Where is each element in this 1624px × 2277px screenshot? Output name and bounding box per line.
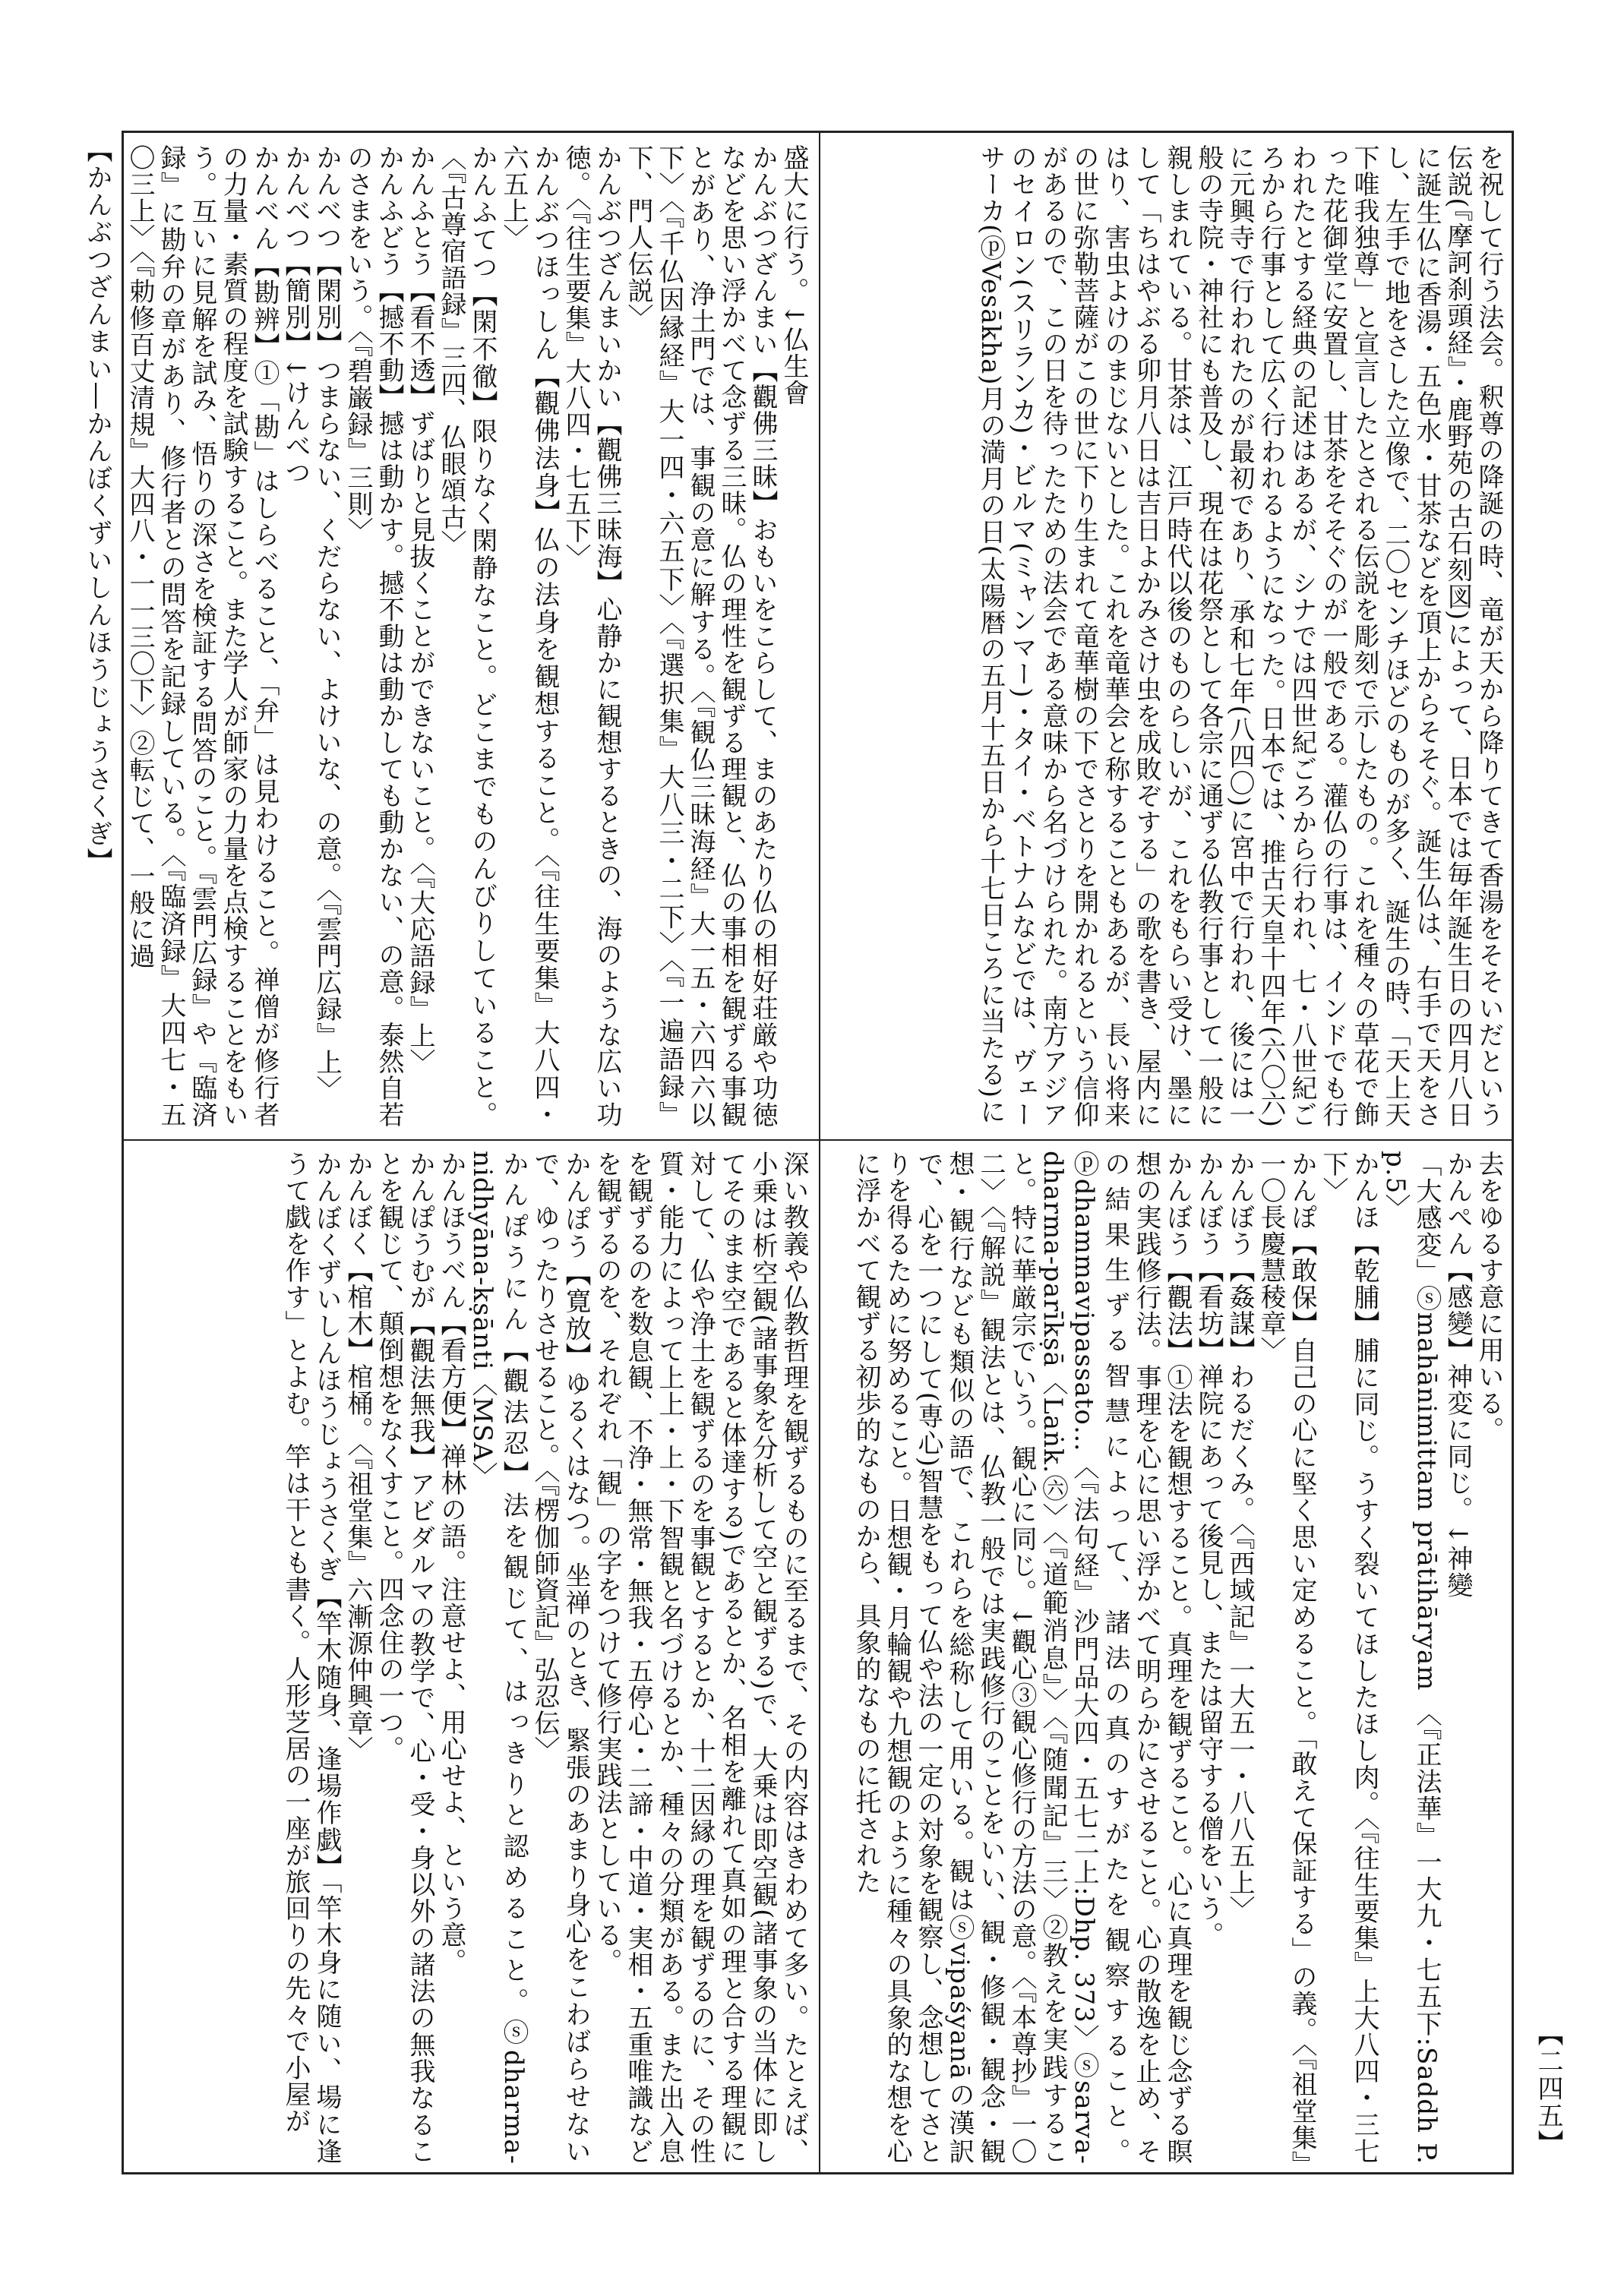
- entry: かんふどう【撼不動】撼は動かす。撼不動は動かしても動かない、の意。泰然自若のさまをいう。〈『碧巌録』三則〉: [343, 144, 404, 1128]
- frame-right-rule: [1512, 131, 1514, 2174]
- entry: かんぶつざんまい【觀佛三昧】おもいをこらして、まのあたり仏の相好荘厳や功徳などを思い浮かべて念ずる三昧。仏の理性を観ずる理観と、仏の事相を観ずる事観とがあり、浄土門では、事観の意に解する。〈『観仏三昧海経』大一五・六四六以下〉〈『千仏因縁経』大一四・六五下〉〈『選択集』大八三・二下〉〈『一遍語録』下、門人伝説〉: [623, 144, 778, 1128]
- text-block-top-left: [125, 144, 809, 1129]
- text-block-bottom-right: [828, 1151, 1504, 2165]
- tier-divider: [122, 1139, 1512, 1141]
- entry: かんほ【乾脯】脯に同じ。うすく裂いてほしたほし肉。〈『往生要集』上大八四・三七下〉: [1318, 1151, 1379, 2165]
- text-block-top-right: [828, 144, 1504, 1128]
- entry: かんべん【勘辨】①「勘」はしらべること、「弁」は見わけること。禅僧が修行者の力量・素質の程度を試験すること。また学人が師家の力量を点検することをもいう。互いに見解を試み、悟りの深さを検証する問答のこと。『雲門広録』や『臨済録』に勘弁の章があり、修行者との問答を記録している。〈『臨済録』大四七・五〇三上〉〈『勅修百丈清規』大四八・一一三〇下〉②転じて、一般に過: [125, 144, 280, 1129]
- entry: かんぼう【姦謀】わるだくみ。〈『西域記』一大五一・八八五上〉: [1224, 1151, 1255, 1922]
- frame-top-rule: [122, 131, 1512, 133]
- entry: かんふてつ【閑不徹】限りなく閑静なこと。どこまでものんびりしていること。〈『古尊宿語録』三四、仏眼頌古〉: [436, 144, 498, 1128]
- entry: かんぽうにん【觀法忍】法を観じて、はっきりと認めること。ⓢdharma-nidhyāna-kṣānti〈MSA〉: [467, 1151, 529, 2165]
- paragraph: 盛大に行う。↓仏生會: [779, 144, 809, 406]
- entry: かんぶつほっしん【觀佛法身】仏の法身を観想すること。〈『往生要集』大八四・六五上〉: [498, 144, 560, 1128]
- entry: かんぼくずいしんほうじょうさくぎ【竿木随身、逢場作戯】「竿木身に随い、場に逢うて戯を作す」とよむ。竿は干とも書く。人形芝居の一座が旅回りの先々で小屋が: [280, 1151, 342, 2165]
- entry: かんべつ【簡別】↓けんべつ: [280, 144, 311, 486]
- running-header: 【かんぶつざんまい―かんぼくずいしんほうじょうさくぎ】: [82, 137, 112, 875]
- entry: かんほうべん【看方便】禅林の語。注意せよ、用心せよ、という意。: [436, 1151, 466, 1975]
- paragraph: 深い教義や仏教哲理を観ずるものに至るまで、その内容はきわめて多い。たとえば、小乗は析空観(諸事象を分析して空と観ずる)で、大乗は即空観(諸事象の当体に即してそのまま空であると体達する)であるとか、名相を離れて真如の理と合する理観に対して、仏や浄土を観ずるのを事観とするとか、十二因縁の理を観ずるのに、その性質・能力によって上上・上・下智観と名づけるとか、種々の分類がある。また出入息を観ずるのを数息観、不浄・無常・無我・五停心・二諦・中道・実相・五重唯識などを観ずるのを、それぞれ「観」の字をつけて修行実践法としている。: [592, 1151, 809, 2165]
- entry: かんぽうむが【觀法無我】アビダルマの教学で、心・受・身以外の諸法の無我なることを観じて、顛倒想をなくすこと。四念住の一つ。: [374, 1151, 435, 2165]
- column-divider: [819, 131, 820, 2174]
- entry: 「大感変」ⓢmahānimittam prātihāryam 〈『正法華』一大九・七五下:Saddh P. p.5〉: [1380, 1151, 1442, 2165]
- entry: かんぼう【觀法】①法を観想すること。真理を観ずること。心に真理を観じ念ずる瞑想の実践修行法。事理を心に思い浮かべて明らかにさせること。心の散逸を止め、その結果生ずる智慧によって、諸法の真のすがたを観察すること。ⓟdhammavipassato…〈『法句経』沙門品大四・五七二上:Dhp. 373〉ⓢsarva-dharma-parīkṣā〈Laṅk.㊅〉〈『道範消息』〉〈『随聞記』三〉②教えを実践すること。特に華厳宗でいう。観心に同じ。↓觀心③観心修行の方法の意。〈『本尊抄』一〇二〉〈『解説』観法とは、仏教一般では実践修行のことをいい、観・修観・観念・観想・観行なども類似の語で、これらを総称して用いる。観はⓢvipaśyanāの漢訳で、心を一つにして(専心)智慧をもって仏や法の一定の対象を観察し、念想してさとりを得るために努めること。日想観・月輪観や九想観のように種々の具象的な想を心に浮かべて観ずる初歩的なものから、具象的なものに托された: [851, 1151, 1193, 2165]
- page-number: 【二四五】: [1533, 2020, 1563, 2157]
- entry: かんべつ【閑別】つまらない、くだらない、よけいな、の意。〈『雲門広録』上〉: [311, 144, 342, 1102]
- entry: かんぺん【感變】神変に同じ。↓神變: [1442, 1151, 1473, 1599]
- entry: かんぼう【看坊】禅院にあって後見し、または留守する僧をいう。: [1193, 1151, 1224, 1948]
- paragraph: 去をゆるす意に用いる。: [1474, 1151, 1504, 1443]
- entry: かんぽ【敢保】自己の心に堅く思い定めること。「敢えて保証する」の義。〈『祖堂集』一〇長慶慧稜章〉: [1256, 1151, 1317, 2165]
- entry: かんぼく【棺木】棺桶。〈『祖堂集』六漸源仲興章〉: [343, 1151, 373, 1763]
- entry: かんふとう【看不透】ずばりと見抜くことができないこと。〈『大応語録』上〉: [405, 144, 435, 1075]
- frame-bottom-rule: [122, 2172, 1512, 2174]
- entry: かんぶつざんまいかい【觀佛三昧海】心静かに観想するときの、海のような広い功徳。〈『往生要集』大八四・七五下〉: [561, 144, 622, 1128]
- entry: かんぽう【寛放】ゆるくはなつ。坐禅のとき、緊張のあまり身心をこわばらせないで、ゆったりさせること。〈『楞伽師資記』弘忍伝〉: [529, 1151, 591, 2165]
- paragraph: を祝して行う法会。釈尊の降誕の時、竜が天から降りてきて香湯をそそいだという伝説(『摩訶刹頭経』・鹿野苑の古石刻図)によって、日本では毎年誕生日の四月八日に誕生仏に香湯・五色水・甘茶などを頂上からそそぐ。誕生仏は、右手で天をさし、左手で地をさした立像で、二〇センチほどのものが多く、誕生の時、「天上天下唯我独尊」と宣言したとされる伝説を彫刻で示したもの。これを種々の草花で飾った花御堂に安置し、甘茶をそそぐのが一般である。灌仏の行事は、インドでも行われたとする経典の記述はあるが、シナでは四世紀ごろから行われ、七・八世紀ごろから行事として広く行われるようになった。日本では、推古天皇十四年(六〇六)に元興寺で行われたのが最初であり、承和七年(八四〇)に宮中で行われ、後には一般の寺院・神社にも普及し、現在は花祭として各宗に通ずる仏教行事として一般に親しまれている。甘茶は、江戸時代以後のものらしいが、これをもらい受け、墨にして「ちはやぶる卯月八日は吉日よかみさけ虫を成敗ぞする」の歌を書き、屋内にはり、害虫よけのまじないとした。これを竜華会と称することもあるが、長い将来の世に弥勒菩薩がこの世に下り生まれて竜華樹の下でさとりを開かれるという信仰があるので、この日を待ったための法会である意味から名づけられた。南方アジアのセイロン(スリランカ)・ビルマ(ミャンマー)・タイ・ベトナムなどでは、ヴェーサーカ(ⓟVesākha)月の満月の日(太陽暦の五月十五日から十七日ころに当たる)に: [975, 144, 1504, 1128]
- text-block-bottom-left: [133, 1151, 809, 2165]
